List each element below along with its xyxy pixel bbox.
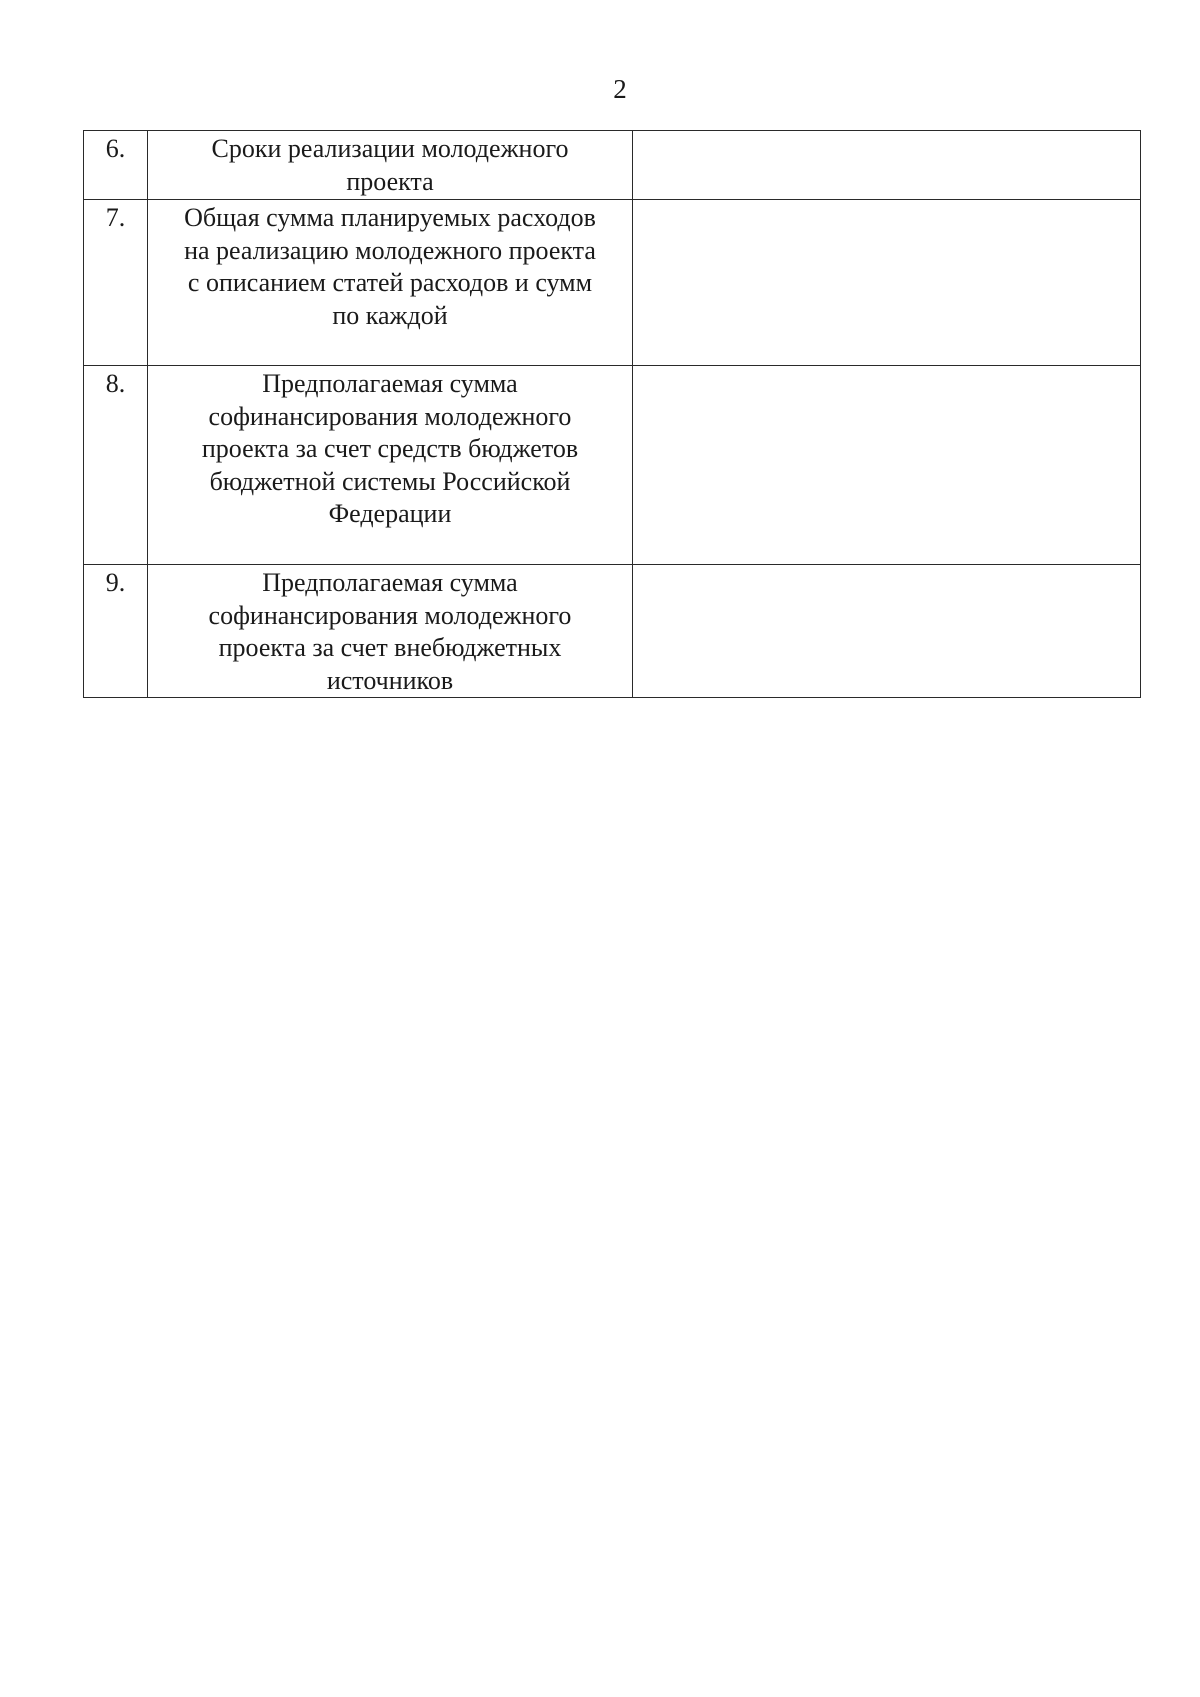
row-label-line: проекта за счет внебюджетных	[218, 633, 562, 662]
row-number: 7.	[84, 200, 148, 366]
row-number: 9.	[84, 565, 148, 698]
row-label	[148, 200, 633, 366]
row-value	[633, 565, 1141, 698]
row-label-line: проекта	[346, 166, 434, 196]
row-number: 6.	[84, 131, 148, 200]
table-row	[84, 366, 1141, 565]
project-info-table	[83, 130, 1141, 698]
row-value	[633, 200, 1141, 366]
page-number: 2	[613, 74, 627, 104]
row-label	[148, 131, 633, 200]
row-label-line: Общая сумма планируемых расходов	[184, 203, 596, 232]
row-label-line: с описанием статей расходов и сумм	[187, 268, 593, 297]
table-row	[84, 565, 1141, 698]
table-row	[84, 131, 1141, 200]
row-label-line: по каждой	[332, 300, 448, 330]
row-label-line: на реализацию молодежного проекта	[184, 235, 596, 265]
row-number: 8.	[84, 366, 148, 565]
row-value	[633, 131, 1141, 200]
row-value	[633, 366, 1141, 565]
row-label-line: проекта за счет средств бюджетов	[201, 434, 579, 463]
row-label-line: источников	[326, 665, 454, 695]
row-label	[148, 366, 633, 565]
row-label-line: Предполагаемая сумма	[262, 369, 518, 398]
row-label	[148, 565, 633, 698]
row-label-line: Предполагаемая сумма	[262, 568, 518, 597]
row-label-line: софинансирования молодежного	[208, 401, 572, 431]
row-label-line: Федерации	[328, 499, 452, 528]
row-label-line: софинансирования молодежного	[208, 600, 572, 630]
table-row	[84, 200, 1141, 366]
row-label-line: бюджетной системы Российской	[209, 466, 571, 496]
row-label-line: Сроки реализации молодежного	[211, 134, 569, 163]
